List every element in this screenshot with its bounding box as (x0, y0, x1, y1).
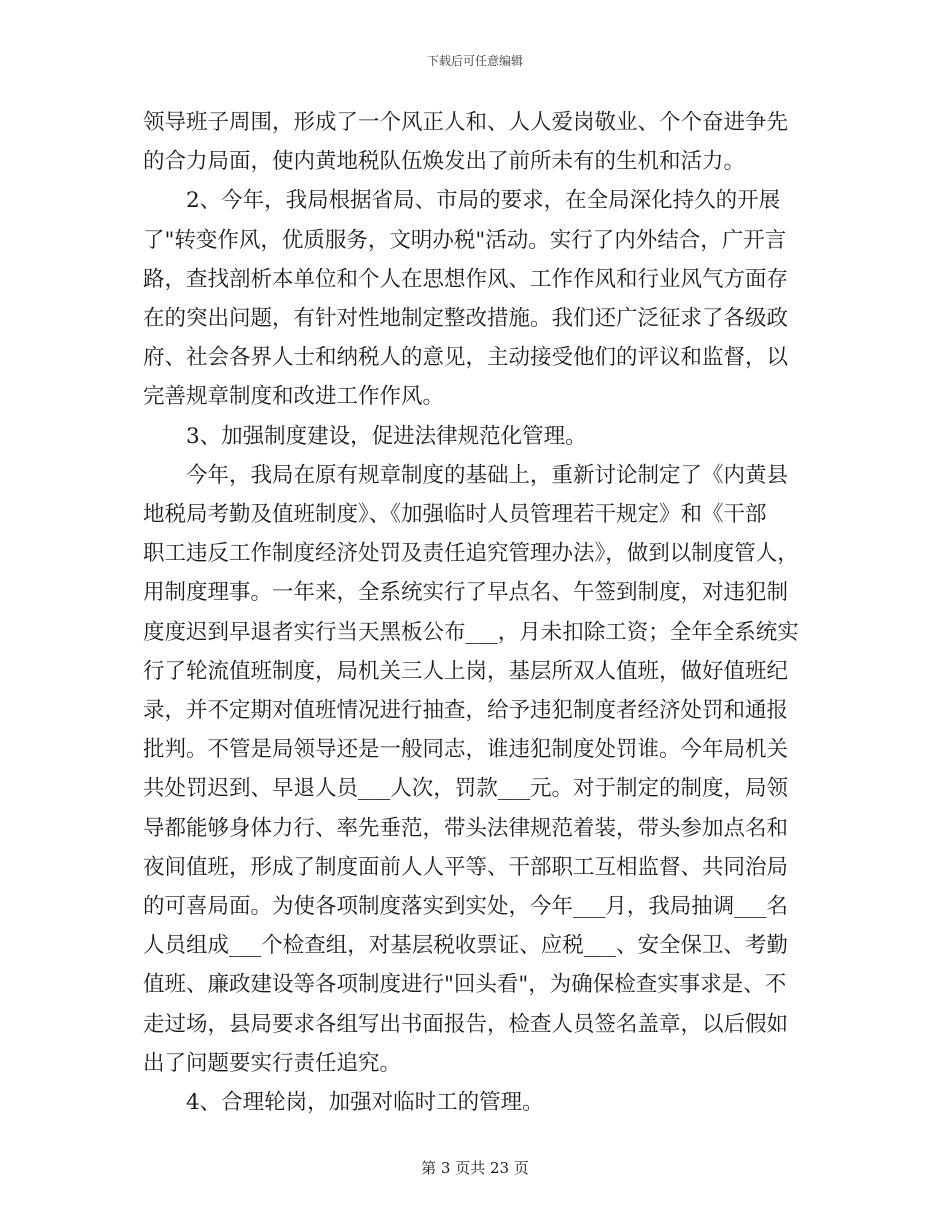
body-text-line: 录，并不定期对值班情况进行抽查，给予违犯制度者经济处罚和通报 (143, 698, 789, 724)
body-text-line: 职工违反工作制度经济处罚及责任追究管理办法》，做到以制度管人， (143, 541, 799, 567)
body-text-line: 地税局考勤及值班制度》、《加强临时人员管理若干规定》和《干部 (143, 502, 767, 528)
body-text-line: 批判。不管是局领导还是一般同志，谁违犯制度处罚谁。今年局机关 (143, 737, 789, 763)
body-text-line: 今年，我局在原有规章制度的基础上，重新讨论制定了《内黄县 (186, 462, 789, 488)
body-text-line: 出了问题要实行责任追究。 (143, 1050, 402, 1076)
body-text-line: 的合力局面，使内黄地税队伍焕发出了前所未有的生机和活力。 (143, 149, 746, 175)
body-text-line: 路，查找剖析本单位和个人在思想作风、工作作风和行业风气方面存 (143, 266, 789, 292)
body-text-line: 完善规章制度和改进工作作风。 (143, 384, 445, 410)
body-text-line: 3、加强制度建设，促进法律规范化管理。 (186, 423, 587, 449)
body-text-line: 导都能够身体力行、率先垂范，带头法律规范着装，带头参加点名和 (143, 815, 789, 841)
body-text-line: 值班、廉政建设等各项制度进行"回头看"，为确保检查实事求是、不 (143, 972, 787, 998)
body-text-line: 2、今年，我局根据省局、市局的要求，在全局深化持久的开展 (186, 188, 781, 214)
page-number-footer: 第 3 页共 23 页 (421, 1159, 529, 1177)
body-text-line: 的可喜局面。为使各项制度落实到实处，今年___月，我局抽调___名 (143, 894, 789, 920)
body-text-line: 用制度理事。一年来，全系统实行了早点名、午签到制度，对违犯制 (143, 580, 789, 606)
body-text-line: 了"转变作风，优质服务，文明办税"活动。实行了内外结合，广开言 (143, 227, 787, 253)
body-text-line: 人员组成___个检查组，对基层税收票证、应税___、安全保卫、考勤 (143, 933, 789, 959)
body-text-line: 在的突出问题，有针对性地制定整改措施。我们还广泛征求了各级政 (143, 306, 789, 332)
body-text-line: 行了轮流值班制度，局机关三人上岗，基层所双人值班，做好值班纪 (143, 658, 789, 684)
page-header: 下载后可任意编辑 (426, 54, 523, 68)
body-text-line: 领导班子周围，形成了一个风正人和、人人爱岗敬业、个个奋进争先 (143, 110, 789, 135)
body-text-line: 夜间值班，形成了制度面前人人平等、干部职工互相监督、共同治局 (143, 854, 789, 880)
body-text-line: 共处罚迟到、早退人员___人次，罚款___元。对于制定的制度，局领 (143, 776, 789, 802)
body-text-line: 府、社会各界人士和纳税人的意见，主动接受他们的评议和监督，以 (143, 345, 789, 371)
body-text-line: 度度迟到早退者实行当天黑板公布___，月未扣除工资；全年全系统实 (143, 619, 799, 645)
document-body (143, 103, 809, 1122)
body-text-line: 4、合理轮岗，加强对临时工的管理。 (186, 1090, 544, 1116)
body-text-line: 走过场，县局要求各组写出书面报告，检查人员签名盖章，以后假如 (143, 1011, 789, 1037)
